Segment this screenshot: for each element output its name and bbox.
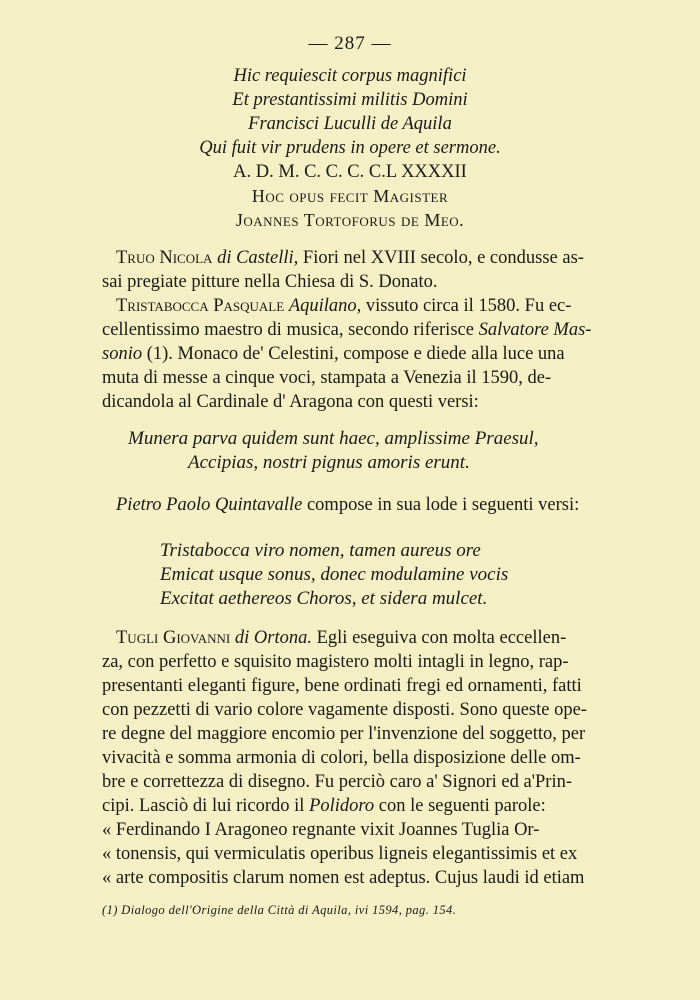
cited-work: Polidoro [309,796,375,816]
entry-tugli-line [116,628,566,649]
latin-quote-line: « arte compositis clarum nomen est adeptus. Cujus laudi id etiam [102,868,585,888]
latin-quote-line: « tonensis, qui vermiculatis operibus ligneis elegantissimis et ex [102,844,578,864]
verse-line: Tristabocca viro nomen, tamen aureus ore [160,540,481,561]
text-run: Fiori nel XVIII secolo, e condusse as- [298,248,584,268]
epitaph-line: Hic requiescit corpus magnifici [233,66,467,86]
entry-tristabocca-line: muta di messe a cinque voci, stampata a Venezia il 1590, de- [102,368,552,388]
epitaph-line: Francisci Luculli de Aquila [248,114,452,134]
entry-tugli-line: con pezzetti di vario colore vagamente disposti. Sono queste ope- [102,700,587,720]
entry-truo-line: sai pregiate pitture nella Chiesa di S. Donato. [102,272,438,292]
entry-tugli-line: presentanti eleganti figure, bene ordinati fregi ed ornamenti, fatti [102,676,582,696]
cited-author: Salvatore Mas- [478,320,592,340]
artist-origin: Aquilano, [288,296,362,316]
epitaph-date: A. D. M. C. C. C. C.L XXXXII [233,162,467,182]
text-run: compose in sua lode i seguenti versi: [302,495,580,515]
text-run: vissuto circa il 1580. Fu ec- [361,296,572,316]
entry-truo-line [116,248,596,269]
text-run: cellentissimo maestro di musica, secondo riferisce [102,320,479,340]
verse-line: Munera parva quidem sunt haec, amplissime Praesul, [128,428,539,449]
verse-line: Accipias, nostri pignus amoris erunt. [188,452,470,473]
entry-tristabocca-line [102,320,591,341]
footnote: (1) Dialogo dell'Origine della Città di Aquila, ivi 1594, pag. 154. [102,903,457,917]
cited-author: sonio [102,344,143,364]
entry-tugli-line: re degne del maggiore encomio per l'invenzione del soggetto, per [102,724,586,744]
epitaph-line: Et prestantissimi militis Domini [232,90,468,110]
artist-origin: di Ortona. [234,628,312,648]
text-run: Egli eseguiva con molta eccellen- [311,628,567,648]
entry-tugli-line: bre e correttezza di disegno. Fu perciò caro a' Signori ed a'Prin- [102,772,573,792]
latin-quote-line: « Ferdinando I Aragoneo regnante vixit Joannes Tuglia Or- [102,820,540,840]
artist-name: Tugli Giovanni [116,628,231,648]
verse-line: Excitat aethereos Choros, et sidera mulcet. [160,588,488,609]
epitaph-line: Joannes Tortoforus de Meo. [235,210,465,230]
artist-name: Truo Nicola [116,248,213,268]
artist-name: Tristabocca Pasquale [116,296,285,316]
entry-tugli-line [102,796,546,817]
entry-tristabocca-line: dicandola al Cardinale d' Aragona con questi versi: [102,392,479,412]
artist-name: Pietro Paolo Quintavalle [116,495,303,515]
text-run: (1). Monaco de' Celestini, compose e diede alla luce una [142,344,565,364]
page-number: — 287 — [308,33,392,54]
epitaph-inscription [0,64,700,232]
text-run: con le seguenti parole: [374,796,546,816]
epitaph-line: Qui fuit vir prudens in opere et sermone. [199,138,501,158]
entry-tugli-line: za, con perfetto e squisito magistero molti intagli in legno, rap- [102,652,569,672]
entry-tristabocca-line [116,296,571,317]
artist-origin: di Castelli, [217,248,299,268]
text-run: cipi. Lasciò di lui ricordo il [102,796,310,816]
entry-tugli-line: vivacità e somma armonia di colori, bella disposizione delle om- [102,748,581,768]
entry-quintavalle-line [116,495,579,516]
entry-tristabocca-line [102,344,565,365]
verse-line: Emicat usque sonus, donec modulamine vocis [160,564,509,585]
epitaph-line: Hoc opus fecit Magister [251,186,449,206]
